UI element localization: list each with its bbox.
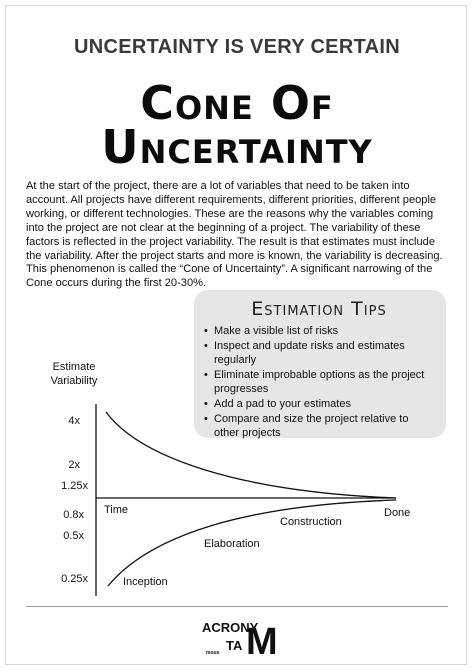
- acronymtam-logo: [200, 614, 278, 663]
- logo-line-1: ACRONY: [202, 620, 259, 635]
- phase-label-inception: Inception: [123, 576, 168, 588]
- footer-divider: [26, 606, 448, 607]
- logo-small-text: mous: [206, 650, 220, 656]
- page-subtitle: UNCERTAINTY IS VERY CERTAIN: [74, 36, 400, 58]
- estimation-tips-title: Estimation Tips: [251, 298, 387, 320]
- y-axis-label-line-1: Estimate: [52, 361, 96, 373]
- done-label: Done: [384, 507, 411, 519]
- cone-diagram: [0, 350, 474, 600]
- phase-label-elaboration: Elaboration: [204, 538, 260, 550]
- y-tick-label: 2x: [68, 459, 80, 471]
- y-tick-label: 1.25x: [61, 480, 88, 492]
- tip-item: • Make a visible list of risks: [204, 325, 434, 338]
- y-axis-label-line-2: Variability: [50, 375, 98, 387]
- y-tick-label: 0.25x: [61, 573, 88, 585]
- logo-big-letter: M: [246, 621, 278, 663]
- tip-item: • Compare and size the project relative to other projects: [204, 413, 434, 440]
- tip-item: • Inspect and update risks and estimates regularly: [204, 340, 434, 367]
- time-label: Time: [104, 504, 129, 516]
- phase-label-construction: Construction: [280, 516, 342, 528]
- page-title-line-1: Cone Of: [140, 76, 334, 130]
- tip-item: • Eliminate improbable options as the project progresses: [204, 369, 434, 396]
- tip-item: • Add a pad to your estimates: [204, 398, 434, 411]
- y-tick-label: 4x: [68, 415, 80, 427]
- logo-line-2: TA: [226, 638, 243, 653]
- intro-paragraph: At the start of the project, there are a lot of variables that need to be taken into account. All projects have different requirements, different priorities, different people working, or different technologies. These are the reasons why the variables coming into the project are not clear at the beginning of a project. The variability of these factors is reflected in the project variability. The result is that estimates must include the variability. After the project starts and more is known, the variability is decreasing. This phenomenon is called the “Cone of Uncertainty”. A significant narrowing of the Cone occurs during the first 20-30%.: [26, 180, 443, 290]
- y-tick-label: 0.5x: [63, 530, 84, 542]
- cone-upper-curve: [106, 412, 396, 498]
- page-title-line-2: Uncertainty: [101, 120, 373, 174]
- y-tick-label: 0.8x: [63, 509, 84, 521]
